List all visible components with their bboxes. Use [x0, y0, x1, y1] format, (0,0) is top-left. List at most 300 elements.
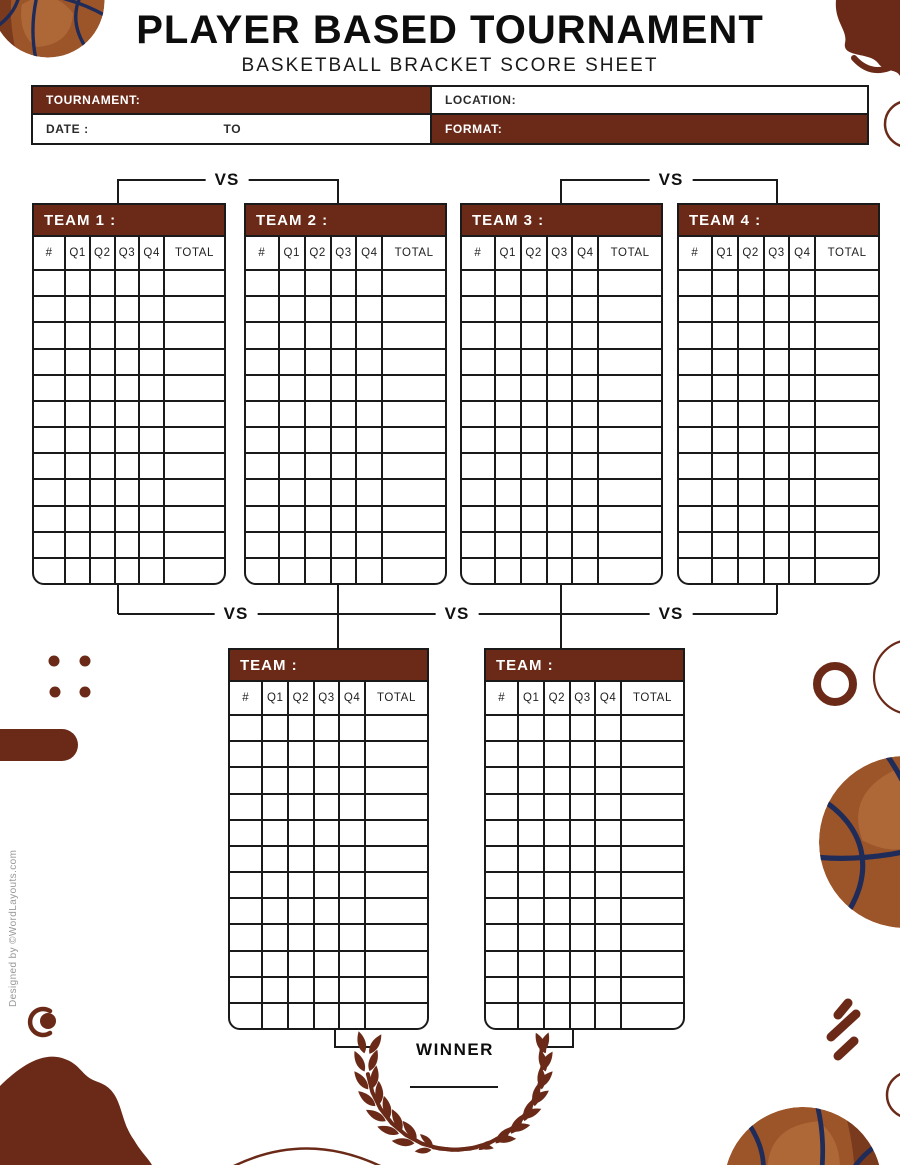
- score-cell[interactable]: [486, 873, 519, 897]
- score-cell[interactable]: [280, 454, 306, 478]
- score-cell[interactable]: [306, 271, 332, 295]
- score-cell[interactable]: [790, 480, 816, 504]
- score-cell[interactable]: [165, 376, 224, 400]
- score-cell[interactable]: [289, 821, 315, 845]
- score-cell[interactable]: [230, 847, 263, 871]
- score-cell[interactable]: [383, 297, 445, 321]
- score-cell[interactable]: [280, 297, 306, 321]
- score-cell[interactable]: [486, 952, 519, 976]
- score-cell[interactable]: [246, 271, 280, 295]
- score-cell[interactable]: [366, 1004, 427, 1028]
- score-cell[interactable]: [306, 533, 332, 557]
- score-cell[interactable]: [462, 297, 496, 321]
- score-cell[interactable]: [306, 297, 332, 321]
- score-cell[interactable]: [519, 899, 545, 923]
- score-cell[interactable]: [519, 978, 545, 1002]
- score-cell[interactable]: [548, 350, 574, 374]
- score-cell[interactable]: [230, 716, 263, 740]
- score-cell[interactable]: [496, 507, 522, 531]
- score-cell[interactable]: [622, 768, 683, 792]
- score-cell[interactable]: [816, 297, 878, 321]
- score-cell[interactable]: [679, 507, 713, 531]
- score-cell[interactable]: [496, 376, 522, 400]
- score-cell[interactable]: [34, 350, 66, 374]
- score-cell[interactable]: [315, 899, 341, 923]
- score-cell[interactable]: [315, 873, 341, 897]
- score-cell[interactable]: [140, 533, 165, 557]
- score-cell[interactable]: [34, 428, 66, 452]
- score-cell[interactable]: [315, 952, 341, 976]
- score-cell[interactable]: [519, 952, 545, 976]
- score-cell[interactable]: [522, 507, 548, 531]
- score-cell[interactable]: [816, 402, 878, 426]
- score-cell[interactable]: [596, 742, 622, 766]
- score-cell[interactable]: [596, 952, 622, 976]
- score-cell[interactable]: [573, 323, 599, 347]
- score-cell[interactable]: [357, 297, 383, 321]
- score-cell[interactable]: [246, 480, 280, 504]
- score-cell[interactable]: [280, 350, 306, 374]
- score-cell[interactable]: [622, 899, 683, 923]
- score-cell[interactable]: [34, 480, 66, 504]
- score-cell[interactable]: [165, 533, 224, 557]
- score-cell[interactable]: [34, 271, 66, 295]
- score-cell[interactable]: [713, 533, 739, 557]
- score-cell[interactable]: [306, 376, 332, 400]
- score-cell[interactable]: [816, 454, 878, 478]
- score-cell[interactable]: [289, 1004, 315, 1028]
- score-cell[interactable]: [599, 533, 661, 557]
- score-cell[interactable]: [545, 1004, 571, 1028]
- score-cell[interactable]: [519, 795, 545, 819]
- score-cell[interactable]: [596, 1004, 622, 1028]
- score-cell[interactable]: [545, 768, 571, 792]
- score-cell[interactable]: [486, 716, 519, 740]
- score-cell[interactable]: [790, 376, 816, 400]
- score-cell[interactable]: [816, 559, 878, 583]
- score-cell[interactable]: [816, 533, 878, 557]
- score-cell[interactable]: [340, 768, 366, 792]
- score-cell[interactable]: [246, 350, 280, 374]
- tournament-input[interactable]: [140, 87, 417, 113]
- score-cell[interactable]: [246, 533, 280, 557]
- score-cell[interactable]: [357, 559, 383, 583]
- score-cell[interactable]: [140, 559, 165, 583]
- location-input[interactable]: [516, 87, 854, 113]
- score-cell[interactable]: [263, 873, 289, 897]
- score-cell[interactable]: [496, 323, 522, 347]
- score-cell[interactable]: [765, 271, 791, 295]
- score-cell[interactable]: [496, 350, 522, 374]
- score-cell[interactable]: [383, 428, 445, 452]
- score-cell[interactable]: [599, 297, 661, 321]
- score-cell[interactable]: [739, 402, 765, 426]
- score-cell[interactable]: [545, 795, 571, 819]
- score-cell[interactable]: [306, 480, 332, 504]
- team-1-name-field[interactable]: [116, 205, 214, 235]
- score-cell[interactable]: [263, 742, 289, 766]
- score-cell[interactable]: [573, 350, 599, 374]
- score-cell[interactable]: [383, 454, 445, 478]
- score-cell[interactable]: [66, 454, 91, 478]
- score-cell[interactable]: [280, 323, 306, 347]
- score-cell[interactable]: [765, 323, 791, 347]
- score-cell[interactable]: [571, 873, 597, 897]
- score-cell[interactable]: [91, 402, 116, 426]
- score-cell[interactable]: [263, 795, 289, 819]
- score-cell[interactable]: [230, 899, 263, 923]
- score-cell[interactable]: [263, 978, 289, 1002]
- score-cell[interactable]: [765, 559, 791, 583]
- score-cell[interactable]: [116, 507, 141, 531]
- score-cell[interactable]: [462, 402, 496, 426]
- score-cell[interactable]: [739, 559, 765, 583]
- score-cell[interactable]: [280, 533, 306, 557]
- score-cell[interactable]: [739, 507, 765, 531]
- score-cell[interactable]: [66, 402, 91, 426]
- score-cell[interactable]: [571, 978, 597, 1002]
- score-cell[interactable]: [383, 376, 445, 400]
- score-cell[interactable]: [340, 742, 366, 766]
- score-cell[interactable]: [289, 795, 315, 819]
- score-cell[interactable]: [599, 271, 661, 295]
- score-cell[interactable]: [790, 559, 816, 583]
- score-cell[interactable]: [91, 533, 116, 557]
- score-cell[interactable]: [545, 899, 571, 923]
- score-cell[interactable]: [116, 533, 141, 557]
- score-cell[interactable]: [165, 428, 224, 452]
- score-cell[interactable]: [548, 323, 574, 347]
- score-cell[interactable]: [140, 428, 165, 452]
- score-cell[interactable]: [246, 297, 280, 321]
- score-cell[interactable]: [462, 507, 496, 531]
- score-cell[interactable]: [383, 402, 445, 426]
- score-cell[interactable]: [289, 768, 315, 792]
- score-cell[interactable]: [596, 925, 622, 949]
- score-cell[interactable]: [790, 428, 816, 452]
- score-cell[interactable]: [571, 1004, 597, 1028]
- score-cell[interactable]: [306, 507, 332, 531]
- score-cell[interactable]: [765, 428, 791, 452]
- score-cell[interactable]: [548, 297, 574, 321]
- score-cell[interactable]: [280, 480, 306, 504]
- score-cell[interactable]: [332, 350, 358, 374]
- score-cell[interactable]: [713, 376, 739, 400]
- score-cell[interactable]: [713, 559, 739, 583]
- score-cell[interactable]: [462, 271, 496, 295]
- score-cell[interactable]: [306, 402, 332, 426]
- score-cell[interactable]: [116, 454, 141, 478]
- score-cell[interactable]: [230, 952, 263, 976]
- score-cell[interactable]: [332, 297, 358, 321]
- score-cell[interactable]: [765, 480, 791, 504]
- score-cell[interactable]: [280, 559, 306, 583]
- score-cell[interactable]: [340, 847, 366, 871]
- score-cell[interactable]: [246, 454, 280, 478]
- score-cell[interactable]: [246, 323, 280, 347]
- score-cell[interactable]: [340, 899, 366, 923]
- score-cell[interactable]: [599, 376, 661, 400]
- score-cell[interactable]: [66, 323, 91, 347]
- score-cell[interactable]: [573, 480, 599, 504]
- score-cell[interactable]: [140, 454, 165, 478]
- score-cell[interactable]: [165, 323, 224, 347]
- score-cell[interactable]: [357, 323, 383, 347]
- score-cell[interactable]: [246, 376, 280, 400]
- score-cell[interactable]: [596, 899, 622, 923]
- score-cell[interactable]: [357, 480, 383, 504]
- score-cell[interactable]: [571, 952, 597, 976]
- score-cell[interactable]: [140, 507, 165, 531]
- score-cell[interactable]: [573, 428, 599, 452]
- score-cell[interactable]: [548, 402, 574, 426]
- score-cell[interactable]: [383, 271, 445, 295]
- score-cell[interactable]: [679, 376, 713, 400]
- score-cell[interactable]: [548, 454, 574, 478]
- score-cell[interactable]: [246, 428, 280, 452]
- semifinal-left-name-field[interactable]: [298, 650, 417, 680]
- score-cell[interactable]: [66, 350, 91, 374]
- score-cell[interactable]: [739, 323, 765, 347]
- score-cell[interactable]: [315, 768, 341, 792]
- score-cell[interactable]: [496, 271, 522, 295]
- score-cell[interactable]: [790, 507, 816, 531]
- score-cell[interactable]: [34, 559, 66, 583]
- score-cell[interactable]: [116, 297, 141, 321]
- score-cell[interactable]: [340, 716, 366, 740]
- score-cell[interactable]: [66, 533, 91, 557]
- score-cell[interactable]: [496, 297, 522, 321]
- score-cell[interactable]: [116, 376, 141, 400]
- score-cell[interactable]: [306, 559, 332, 583]
- score-cell[interactable]: [519, 821, 545, 845]
- score-cell[interactable]: [486, 821, 519, 845]
- score-cell[interactable]: [91, 559, 116, 583]
- score-cell[interactable]: [383, 350, 445, 374]
- score-cell[interactable]: [571, 821, 597, 845]
- score-cell[interactable]: [713, 297, 739, 321]
- score-cell[interactable]: [571, 795, 597, 819]
- score-cell[interactable]: [545, 821, 571, 845]
- score-cell[interactable]: [289, 899, 315, 923]
- score-cell[interactable]: [315, 1004, 341, 1028]
- score-cell[interactable]: [332, 323, 358, 347]
- score-cell[interactable]: [548, 271, 574, 295]
- score-cell[interactable]: [116, 480, 141, 504]
- score-cell[interactable]: [280, 507, 306, 531]
- score-cell[interactable]: [34, 533, 66, 557]
- score-cell[interactable]: [739, 428, 765, 452]
- score-cell[interactable]: [571, 716, 597, 740]
- score-cell[interactable]: [332, 428, 358, 452]
- score-cell[interactable]: [679, 271, 713, 295]
- score-cell[interactable]: [462, 559, 496, 583]
- score-cell[interactable]: [34, 402, 66, 426]
- score-cell[interactable]: [548, 533, 574, 557]
- score-cell[interactable]: [140, 480, 165, 504]
- score-cell[interactable]: [573, 376, 599, 400]
- score-cell[interactable]: [332, 454, 358, 478]
- score-cell[interactable]: [816, 428, 878, 452]
- score-cell[interactable]: [522, 533, 548, 557]
- score-cell[interactable]: [548, 428, 574, 452]
- score-cell[interactable]: [790, 271, 816, 295]
- score-cell[interactable]: [519, 925, 545, 949]
- score-cell[interactable]: [306, 454, 332, 478]
- score-cell[interactable]: [596, 795, 622, 819]
- score-cell[interactable]: [91, 507, 116, 531]
- score-cell[interactable]: [599, 507, 661, 531]
- score-cell[interactable]: [315, 795, 341, 819]
- score-cell[interactable]: [165, 402, 224, 426]
- score-cell[interactable]: [790, 323, 816, 347]
- score-cell[interactable]: [622, 978, 683, 1002]
- score-cell[interactable]: [280, 271, 306, 295]
- score-cell[interactable]: [519, 1004, 545, 1028]
- score-cell[interactable]: [289, 952, 315, 976]
- score-cell[interactable]: [739, 454, 765, 478]
- score-cell[interactable]: [622, 925, 683, 949]
- score-cell[interactable]: [519, 847, 545, 871]
- score-cell[interactable]: [713, 507, 739, 531]
- score-cell[interactable]: [713, 454, 739, 478]
- score-cell[interactable]: [599, 323, 661, 347]
- score-cell[interactable]: [263, 1004, 289, 1028]
- score-cell[interactable]: [230, 873, 263, 897]
- score-cell[interactable]: [816, 271, 878, 295]
- score-cell[interactable]: [66, 559, 91, 583]
- score-cell[interactable]: [289, 742, 315, 766]
- score-cell[interactable]: [790, 454, 816, 478]
- score-cell[interactable]: [230, 768, 263, 792]
- score-cell[interactable]: [486, 1004, 519, 1028]
- score-cell[interactable]: [765, 533, 791, 557]
- score-cell[interactable]: [383, 507, 445, 531]
- score-cell[interactable]: [679, 480, 713, 504]
- score-cell[interactable]: [622, 795, 683, 819]
- score-cell[interactable]: [573, 507, 599, 531]
- score-cell[interactable]: [230, 821, 263, 845]
- score-cell[interactable]: [340, 821, 366, 845]
- score-cell[interactable]: [816, 323, 878, 347]
- score-cell[interactable]: [596, 873, 622, 897]
- score-cell[interactable]: [140, 297, 165, 321]
- score-cell[interactable]: [230, 1004, 263, 1028]
- score-cell[interactable]: [332, 376, 358, 400]
- score-cell[interactable]: [315, 925, 341, 949]
- score-cell[interactable]: [679, 297, 713, 321]
- score-cell[interactable]: [765, 297, 791, 321]
- score-cell[interactable]: [599, 559, 661, 583]
- score-cell[interactable]: [596, 716, 622, 740]
- score-cell[interactable]: [91, 480, 116, 504]
- score-cell[interactable]: [816, 507, 878, 531]
- score-cell[interactable]: [340, 925, 366, 949]
- score-cell[interactable]: [366, 899, 427, 923]
- score-cell[interactable]: [548, 559, 574, 583]
- score-cell[interactable]: [34, 507, 66, 531]
- score-cell[interactable]: [765, 507, 791, 531]
- score-cell[interactable]: [340, 873, 366, 897]
- score-cell[interactable]: [366, 768, 427, 792]
- score-cell[interactable]: [790, 402, 816, 426]
- score-cell[interactable]: [519, 873, 545, 897]
- score-cell[interactable]: [496, 428, 522, 452]
- score-cell[interactable]: [340, 952, 366, 976]
- score-cell[interactable]: [66, 297, 91, 321]
- score-cell[interactable]: [230, 742, 263, 766]
- score-cell[interactable]: [116, 323, 141, 347]
- score-cell[interactable]: [332, 271, 358, 295]
- score-cell[interactable]: [571, 925, 597, 949]
- score-cell[interactable]: [496, 454, 522, 478]
- score-cell[interactable]: [679, 350, 713, 374]
- score-cell[interactable]: [522, 428, 548, 452]
- score-cell[interactable]: [165, 507, 224, 531]
- score-cell[interactable]: [545, 978, 571, 1002]
- score-cell[interactable]: [357, 428, 383, 452]
- score-cell[interactable]: [486, 742, 519, 766]
- score-cell[interactable]: [366, 925, 427, 949]
- score-cell[interactable]: [34, 323, 66, 347]
- score-cell[interactable]: [280, 428, 306, 452]
- score-cell[interactable]: [496, 533, 522, 557]
- score-cell[interactable]: [571, 847, 597, 871]
- score-cell[interactable]: [462, 376, 496, 400]
- score-cell[interactable]: [739, 480, 765, 504]
- score-cell[interactable]: [790, 297, 816, 321]
- score-cell[interactable]: [765, 454, 791, 478]
- score-cell[interactable]: [263, 768, 289, 792]
- score-cell[interactable]: [165, 297, 224, 321]
- score-cell[interactable]: [522, 323, 548, 347]
- score-cell[interactable]: [165, 559, 224, 583]
- score-cell[interactable]: [486, 847, 519, 871]
- score-cell[interactable]: [332, 533, 358, 557]
- score-cell[interactable]: [289, 847, 315, 871]
- score-cell[interactable]: [230, 925, 263, 949]
- score-cell[interactable]: [383, 323, 445, 347]
- score-cell[interactable]: [573, 402, 599, 426]
- score-cell[interactable]: [91, 454, 116, 478]
- score-cell[interactable]: [462, 323, 496, 347]
- score-cell[interactable]: [462, 533, 496, 557]
- score-cell[interactable]: [571, 768, 597, 792]
- score-cell[interactable]: [573, 297, 599, 321]
- score-cell[interactable]: [116, 428, 141, 452]
- score-cell[interactable]: [522, 376, 548, 400]
- score-cell[interactable]: [713, 323, 739, 347]
- score-cell[interactable]: [289, 873, 315, 897]
- score-cell[interactable]: [548, 507, 574, 531]
- score-cell[interactable]: [366, 978, 427, 1002]
- score-cell[interactable]: [596, 978, 622, 1002]
- score-cell[interactable]: [462, 480, 496, 504]
- score-cell[interactable]: [765, 402, 791, 426]
- score-cell[interactable]: [340, 795, 366, 819]
- score-cell[interactable]: [34, 297, 66, 321]
- score-cell[interactable]: [383, 480, 445, 504]
- score-cell[interactable]: [571, 742, 597, 766]
- score-cell[interactable]: [263, 925, 289, 949]
- score-cell[interactable]: [357, 376, 383, 400]
- score-cell[interactable]: [486, 899, 519, 923]
- score-cell[interactable]: [496, 559, 522, 583]
- score-cell[interactable]: [522, 402, 548, 426]
- score-cell[interactable]: [522, 271, 548, 295]
- score-cell[interactable]: [66, 271, 91, 295]
- score-cell[interactable]: [573, 454, 599, 478]
